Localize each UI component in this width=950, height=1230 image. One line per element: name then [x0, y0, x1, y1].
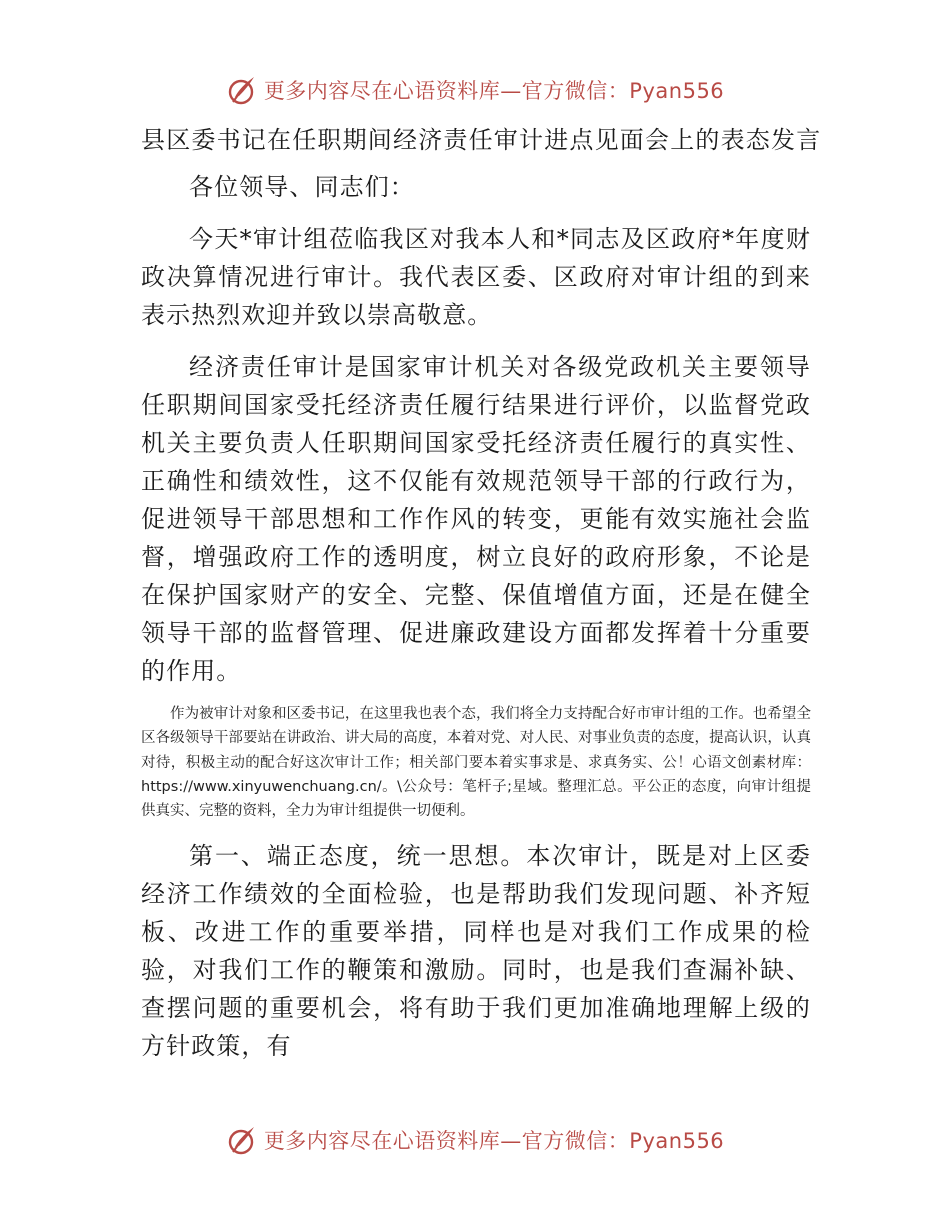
quill-logo-icon — [226, 1123, 260, 1157]
paragraph-4: 第一、端正态度，统一思想。本次审计，既是对上区委经济工作绩效的全面检验，也是帮助我们发现问题、补齐短板、改进工作的重要举措，同样也是对我们工作成果的检验，对我们工作的鞭策和激励。同时，也是我们查漏补缺、查摆问题的重要机会，将有助于我们更加准确地理解上级的方针政策，有 — [141, 842, 811, 1061]
document-title: 县区委书记在任职期间经济责任审计进点见面会上的表态发言 — [141, 126, 822, 154]
watermark-banner-top — [0, 70, 950, 110]
document-body — [141, 120, 822, 1065]
paragraph-3: 作为被审计对象和区委书记，在这里我也表个态，我们将全力支持配合好市审计组的工作。也希望全区各级领导干部要站在讲政治、讲大局的高度，本着对党、对人民、对事业负责的态度，提高认识，认真对待，积极主动的配合好这次审计工作；相关部门要本着实事求是、求真务实、公！心语文创素材库：https://www.xinyuwenchuang.cn/。\公众号：笔杆子;星域。整理汇总。平公正的态度，向审计组提供真实、完整的资料，全力为审计组提供一切便利。 — [141, 706, 811, 820]
watermark-text: 更多内容尽在心语资料库—官方微信：Pyan556 — [263, 79, 725, 103]
quill-logo-icon — [226, 73, 260, 107]
paragraph-2: 经济责任审计是国家审计机关对各级党政机关主要领导任职期间国家受托经济责任履行结果进行评价，以监督党政机关主要负责人任职期间国家受托经济责任履行的真实性、正确性和绩效性，这不仅能有效规范领导干部的行政行为，促进领导干部思想和工作作风的转变，更能有效实施社会监督，增强政府工作的透明度，树立良好的政府形象，不论是在保护国家财产的安全、完整、保值增值方面，还是在健全领导干部的监督管理、促进廉政建设方面都发挥着十分重要的作用。 — [141, 353, 811, 685]
watermark-text: 更多内容尽在心语资料库—官方微信：Pyan556 — [263, 1129, 725, 1153]
paragraph-1: 今天*审计组莅临我区对我本人和*同志及区政府*年度财政决算情况进行审计。我代表区委、区政府对审计组的到来表示热烈欢迎并致以崇高敬意。 — [141, 225, 811, 329]
greeting: 各位领导、同志们： — [189, 173, 415, 201]
watermark-banner-bottom — [0, 1120, 950, 1160]
